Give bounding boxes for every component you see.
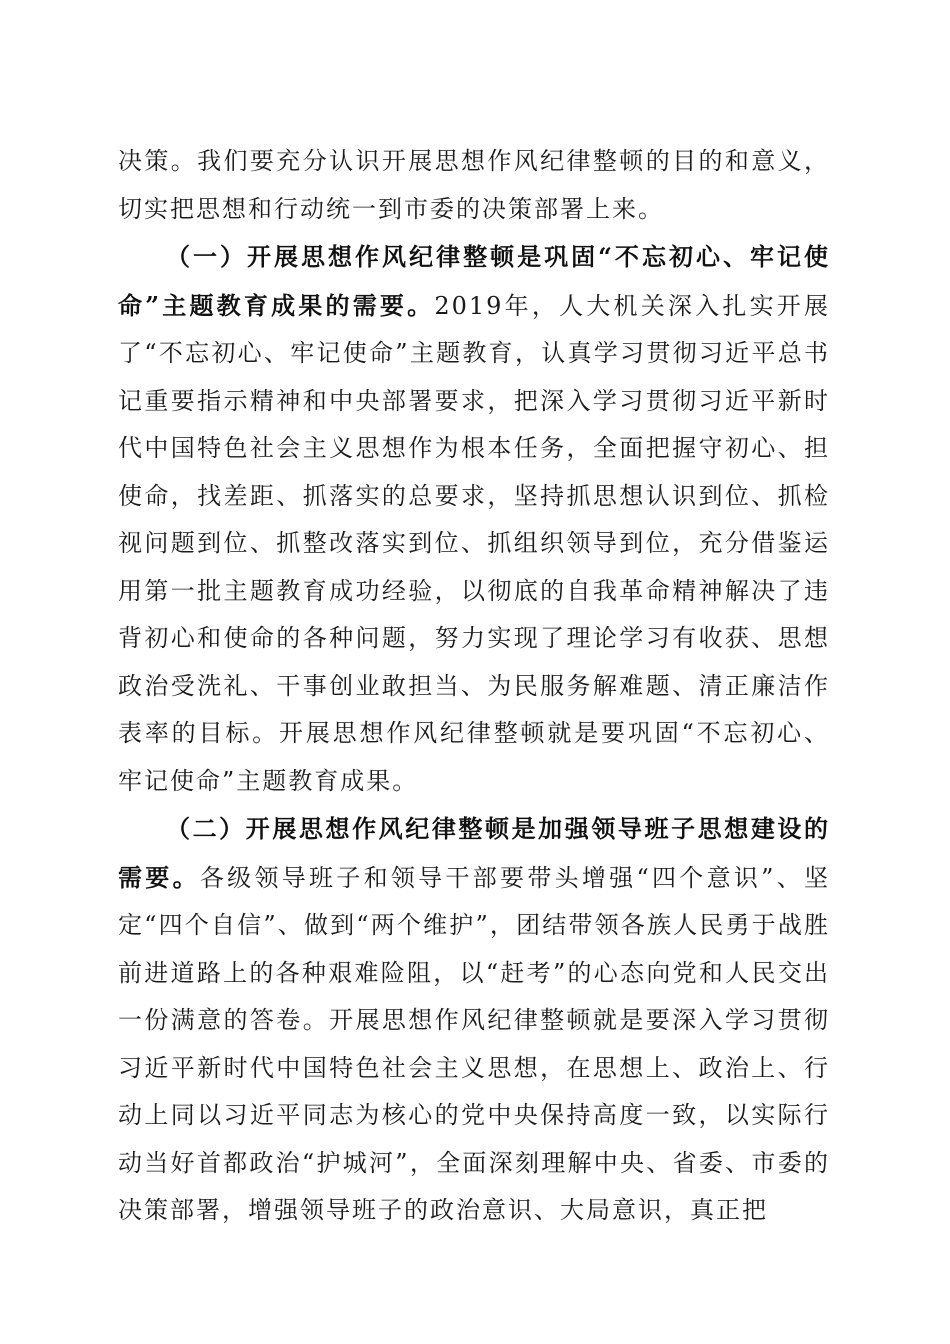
paragraph-text: 决策。我们要充分认识开展思想作风纪律整顿的目的和意义，切实把思想和行动统一到市委的决策部署上来。	[118, 147, 830, 223]
paragraph-section-2	[118, 805, 830, 1235]
section-heading-2: （二）开展思想作风纪律整顿是加强领导班子思想建设的需要。	[118, 814, 830, 892]
paragraph-section-1	[118, 233, 830, 805]
document-body	[118, 138, 830, 1235]
paragraph-intro-continuation	[118, 138, 830, 233]
paragraph-text: 各级领导班子和领导干部要带头增强“四个意识”、坚定“四个自信”、做到“两个维护”，团结带领各族人民勇于战胜前进道路上的各种艰难险阻，以“赶考”的心态向党和人民交出一份满意的答卷。开展思想作风纪律整顿就是要深入学习贯彻习近平新时代中国特色社会主义思想，在思想上、政治上、行动上同以习近平同志为核心的党中央保持高度一致，以实际行动当好首都政治“护城河”，全面深刻理解中央、省委、市委的决策部署，增强领导班子的政治意识、大局意识，真正把	[118, 863, 831, 1224]
section-heading-1: （一）开展思想作风纪律整顿是巩固“不忘初心、牢记使命”主题教育成果的需要。	[118, 242, 830, 320]
paragraph-text: 2019年，人大机关深入扎实开展了“不忘初心、牢记使命”主题教育，认真学习贯彻习近平总书记重要指示精神和中央部署要求，把深入学习贯彻习近平新时代中国特色社会主义思想作为根本任务，全面把握守初心、担使命，找差距、抓落实的总要求，坚持抓思想认识到位、抓检视问题到位、抓整改落实到位、抓组织领导到位，充分借鉴运用第一批主题教育成功经验，以彻底的自我革命精神解决了违背初心和使命的各种问题，努力实现了理论学习有收获、思想政治受洗礼、干事创业敢担当、为民服务解难题、清正廉洁作表率的目标。开展思想作风纪律整顿就是要巩固“不忘初心、牢记使命”主题教育成果。	[118, 291, 830, 795]
